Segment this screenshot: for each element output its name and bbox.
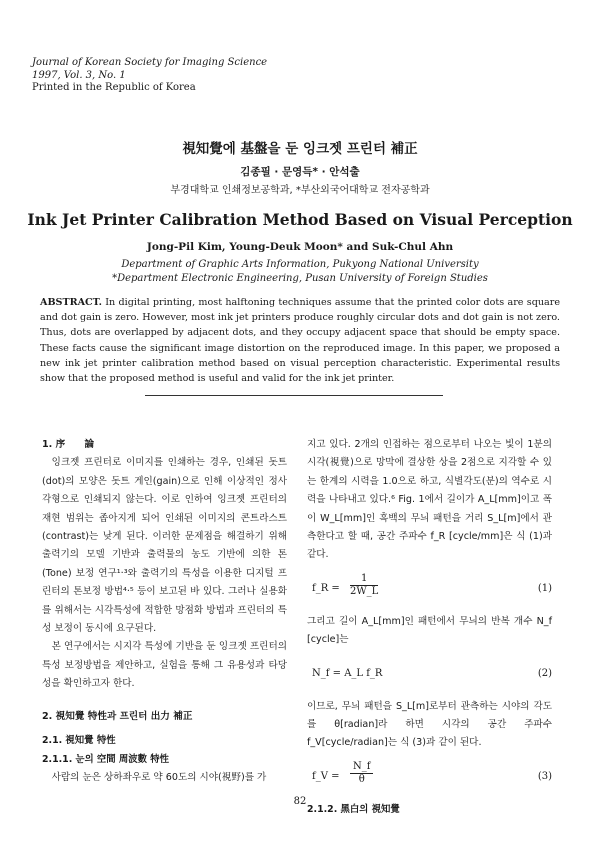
- korean-affiliation: 부경대학교 인쇄정보공학과, *부산외국어대학교 전자공학과: [170, 185, 430, 196]
- left-column: [42, 436, 287, 787]
- abstract-text: In digital printing, most halftoning techniques assume that the printed color dots are square and dot gain is zero. However, most ink jet printers produce roughly circular dots and dot gain is not zero. Thus, dots are overlapped by adjacent dots, and they occupy adjacent space that should be empty space. These facts cause the significant image distortion on the reproduced image. In this paper, we proposed a new ink jet printer calibration method based on visual perception characteristic. Experimental results show that the proposed method is useful and valid for the ink jet printer.: [40, 297, 560, 385]
- equation-2-body: N_f = A_L f_R: [312, 667, 383, 679]
- equation-3-denominator: θ: [358, 773, 365, 785]
- affiliation-line-2: *Department Electronic Engineering, Pusan University of Foreign Studies: [112, 273, 488, 284]
- equation-1-number: (1): [537, 582, 552, 594]
- printed-in: Printed in the Republic of Korea: [32, 82, 196, 93]
- english-title: Ink Jet Printer Calibration Method Based on Visual Perception: [27, 210, 573, 229]
- korean-authors: 김종필 · 문영득* · 안석출: [240, 166, 360, 178]
- section-2-1-heading: 2.1. 視知覺 特性: [42, 735, 116, 747]
- abstract-divider: [145, 395, 443, 396]
- korean-title: 視知覺에 基盤을 둔 잉크젯 프린터 補正: [182, 141, 418, 157]
- equation-2-number: (2): [537, 667, 552, 679]
- section-1-paragraph-1: 잉크젯 프린터로 이미지를 인쇄하는 경우, 인쇄된 돗트(dot)의 모양은 돗트 게인(gain)으로 인해 이상적인 정사각형으로 인쇄되지 않는다. 이로 인하여 잉크젯 프린터의 재현 범위는 좁아지게 되어 인쇄된 이미지의 콘트라스트(contrast)는 낮게 된다. 이러한 문제점을 해결하기 위해 출력기의 모델 기반과 출력물의 농도 기반에 의한 톤(Tone) 보정 연구¹·³와 출력기의 특성을 이용한 디지털 프린터의 톤보정 방법⁴·⁵ 등이 보고된 바 있다. 그러나 실용화를 위해서는 시각특성에 적합한 망점화 방법과 프린터의 특성 보정이 동시에 요구된다.: [42, 457, 287, 635]
- equation-1-fraction: [350, 573, 378, 598]
- equation-3-number: (3): [537, 770, 552, 782]
- equation-2: [307, 660, 552, 684]
- journal-header: [32, 57, 267, 95]
- section-2-1-1-paragraph: 사람의 눈은 상하좌우로 약 60도의 시야(視野)를 가: [51, 771, 267, 783]
- equation-1-denominator: 2W_L: [350, 585, 379, 597]
- english-affiliation: [0, 258, 600, 286]
- english-authors: Jong-Pil Kim, Young-Deuk Moon* and Suk-Chul Ahn: [146, 241, 454, 253]
- affiliation-line-1: Department of Graphic Arts Information, Pukyong National University: [121, 259, 479, 270]
- right-paragraph-1: 지고 있다. 2개의 인접하는 점으로부터 나오는 빛이 1분의 시각(視覺)으로 망막에 결상한 상을 2점으로 지각할 수 있는 한계의 시력을 1.0으로 하고, 식별각도(분)의 역수로 시력을 나타내고 있다.⁶ Fig. 1에서 길이가 A_L[mm]이고 폭이 W_L[mm]인 흑백의 무늬 패턴을 거리 S_L[m]에서 관측한다고 할 때, 공간 주파수 f_R [cycle/mm]은 식 (1)과 같다.: [307, 439, 552, 561]
- journal-name: Journal of Korean Society for Imaging Science: [32, 57, 268, 68]
- journal-volume: 1997, Vol. 3, No. 1: [32, 69, 126, 81]
- equation-1-numerator: 1: [350, 573, 378, 586]
- section-1-paragraph-2: 본 연구에서는 시지각 특성에 기반을 둔 잉크젯 프린터의 특성 보정방법을 제안하고, 실험을 통해 그 유용성과 타당성을 확인하고자 한다.: [42, 641, 287, 690]
- abstract-label: ABSTRACT.: [40, 297, 102, 308]
- section-2-1-1-heading: 2.1.1. 눈의 空間 周波數 特性: [42, 753, 170, 765]
- equation-3: [307, 760, 552, 787]
- equation-3-lhs: f_V =: [312, 770, 340, 782]
- equation-3-fraction: [350, 761, 373, 786]
- section-2-1-2-heading: 2.1.2. 黑白의 視知覺: [307, 803, 400, 815]
- right-paragraph-3: 이므로, 무늬 패턴을 S_L[m]로부터 관측하는 시야의 각도를 θ[radian]라 하면 시각의 공간 주파수 f_V[cycle/radian]는 식 (3)과 같이 된다.: [307, 700, 552, 749]
- section-2-heading: 2. 視知覺 特性과 프린터 出力 補正: [42, 710, 193, 722]
- equation-3-numerator: N_f: [350, 761, 373, 774]
- equation-1-lhs: f_R =: [312, 582, 340, 594]
- section-1-heading: 1. 序 論: [42, 439, 95, 450]
- right-column: [307, 436, 552, 819]
- equation-1: [307, 572, 552, 599]
- abstract: [40, 295, 560, 386]
- page-number: 82: [293, 796, 307, 807]
- right-paragraph-2: 그리고 길이 A_L[mm]인 패턴에서 무늬의 반복 개수 N_f [cycle]는: [307, 615, 552, 646]
